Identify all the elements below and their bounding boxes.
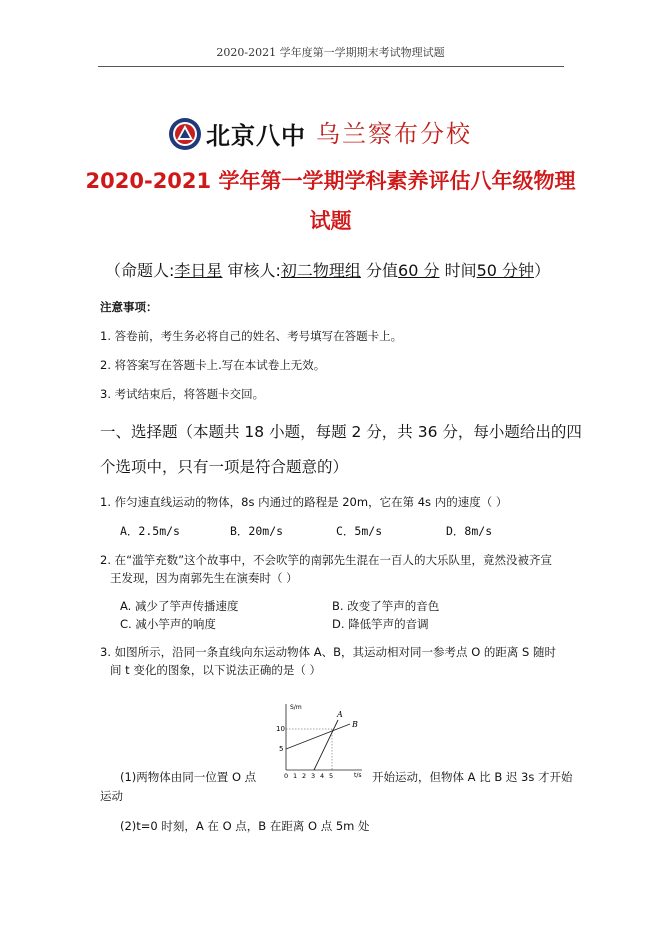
curve-label-b: B — [352, 720, 358, 729]
q3-statement-1-part3: 运动 — [100, 789, 123, 803]
exam-title-line2: 试题 — [309, 209, 352, 233]
q2-option-d: D. 降低竽声的音调 — [332, 617, 429, 631]
y-axis-label: S/m — [290, 704, 302, 711]
x-tick-label: 1 — [293, 772, 298, 778]
score-value: 60 分 — [398, 261, 440, 280]
q2-option-b: B. 改变了竽声的音色 — [332, 599, 440, 613]
question-2-stem-line2: 王发现，因为南郭先生在演奏时（ ） — [110, 571, 298, 585]
notice-heading: 注意事项： — [100, 300, 158, 314]
x-tick-label: 3 — [311, 772, 316, 778]
curve-label-a: A — [337, 710, 343, 719]
section-heading-line1: 一、选择题（本题共 18 小题，每题 2 分，共 36 分，每小题给出的四 — [100, 423, 582, 441]
q1-option-b: B．20m/s — [230, 524, 284, 538]
header-divider — [98, 66, 564, 67]
x-tick-label: 2 — [302, 772, 307, 778]
line-b — [286, 724, 350, 749]
x-tick-label: 4 — [320, 772, 325, 778]
question-3-stem-line1: 3. 如图所示，沿同一条直线向东运动物体 A、B，其运动相对同一参考点 O 的距离 S 随时 — [100, 645, 557, 659]
st-graph — [276, 700, 366, 778]
question-1-stem: 1. 作匀速直线运动的物体，8s 内通过的路程是 20m，它在第 4s 内的速度（ ） — [100, 495, 508, 509]
q3-statement-1-part2: 开始运动，但物体 A 比 B 迟 3s 才开始 — [372, 770, 573, 784]
score-label: 分值 — [366, 261, 399, 280]
line-a — [314, 720, 338, 770]
time-value: 50 分钟 — [476, 261, 535, 280]
time-label: 时间 — [444, 261, 477, 280]
page-header: 2020-2021 学年度第一学期期末考试物理试题 — [216, 46, 445, 59]
section-heading-line2: 个选项中，只有一项是符合题意的） — [100, 458, 349, 476]
reviewer-name: 初二物理组 — [280, 261, 361, 280]
q3-statement-1-part1: (1)两物体由同一位置 O 点 — [120, 770, 257, 784]
q1-option-a: A．2.5m/s — [120, 524, 180, 538]
question-3-stem-line2: 间 t 变化的图象，以下说法正确的是（ ） — [110, 663, 321, 677]
branch-name: 乌兰察布分校 — [316, 120, 472, 148]
x-tick-label: 5 — [329, 772, 334, 778]
q1-option-c: C．5m/s — [336, 524, 383, 538]
author-name: 李日星 — [174, 261, 223, 280]
exam-info — [105, 258, 550, 281]
x-tick-label: 0 — [284, 772, 289, 778]
question-2-stem-line1: 2. 在“滥竽充数”这个故事中，不会吹竽的南郭先生混在一百人的大乐队里，竟然没被齐宣 — [100, 553, 553, 567]
y-tick-label: 5 — [279, 745, 284, 753]
notice-item: 1. 答卷前，考生务必将自己的姓名、考号填写在答题卡上。 — [100, 329, 403, 343]
reviewer-label: 审核人: — [227, 261, 281, 280]
q2-option-a: A. 减少了竽声传播速度 — [120, 599, 239, 613]
x-axis-label: t/s — [354, 772, 362, 778]
y-tick-label: 10 — [276, 725, 285, 733]
q2-option-c: C. 减小竽声的响度 — [120, 617, 216, 631]
q1-option-d: D．8m/s — [446, 524, 493, 538]
info-close: ） — [534, 261, 551, 280]
exam-title-line1: 2020-2021 学年第一学期学科素养评估八年级物理 — [85, 169, 576, 193]
school-emblem-icon — [168, 117, 202, 151]
q3-statement-2: (2)t=0 时刻，A 在 O 点，B 在距离 O 点 5m 处 — [120, 819, 370, 833]
notice-item: 3. 考试结束后，将答题卡交回。 — [100, 387, 265, 401]
info-open: （命题人: — [105, 261, 175, 280]
school-name: 北京八中 — [206, 121, 306, 150]
notice-item: 2. 将答案写在答题卡上.写在本试卷上无效。 — [100, 358, 326, 372]
